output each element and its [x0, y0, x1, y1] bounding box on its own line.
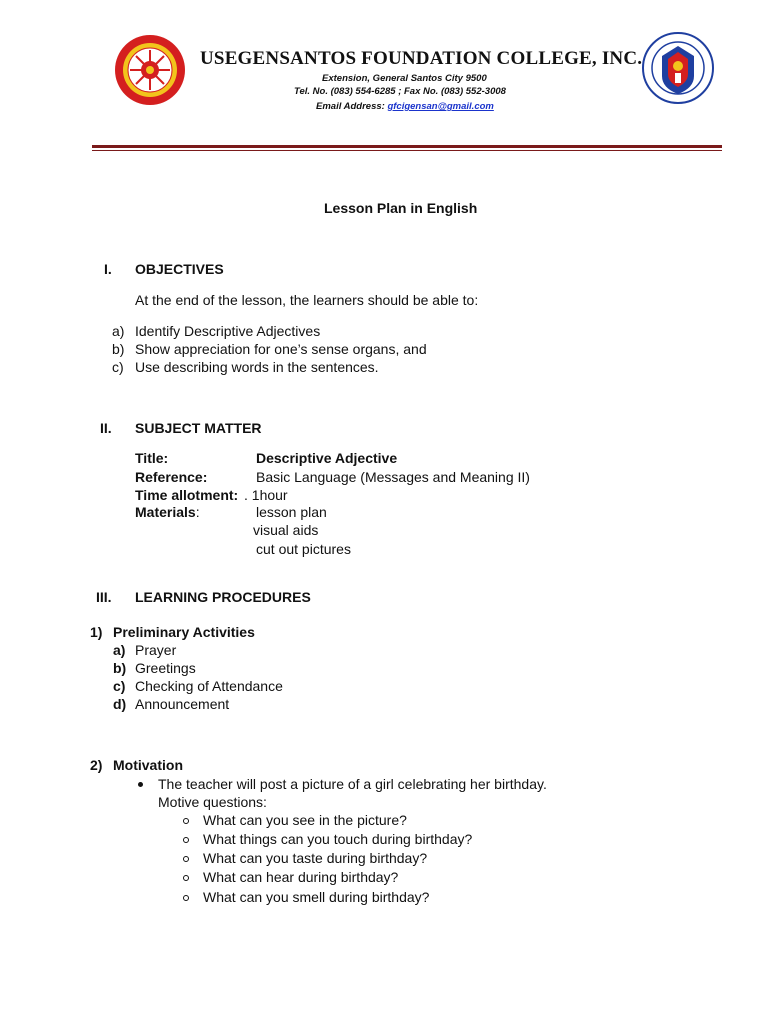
subsection-heading-preliminary: Preliminary Activities [113, 624, 255, 640]
list-marker: a) [112, 323, 125, 339]
objective-item: Show appreciation for one’s sense organs, and [135, 341, 427, 357]
material-item: lesson plan [256, 504, 327, 520]
preliminary-item: Announcement [135, 696, 230, 712]
preliminary-item: Checking of Attendance [135, 678, 283, 694]
list-marker: a) [113, 642, 126, 658]
objective-item: Use describing words in the sentences. [135, 359, 379, 375]
subsection-heading-motivation: Motivation [113, 757, 183, 773]
motive-question: What can you taste during birthday? [203, 850, 428, 866]
time-value: . 1hour [244, 487, 288, 503]
materials-label: Materials [135, 504, 196, 520]
motive-question: What things can you touch during birthday? [203, 831, 473, 847]
college-email-line [316, 101, 494, 112]
subsection-number: 2) [90, 757, 103, 773]
preliminary-item: Greetings [135, 660, 196, 676]
bullet-icon [138, 782, 143, 787]
preliminary-item: Prayer [135, 642, 177, 658]
ring-bullet-icon [183, 895, 189, 901]
email-link[interactable]: gfcigensan@gmail.com [387, 101, 494, 112]
list-marker: b) [112, 341, 125, 357]
ring-bullet-icon [183, 818, 189, 824]
section-heading-subject-matter: SUBJECT MATTER [135, 420, 262, 436]
college-contact: Tel. No. (083) 554-6285 ; Fax No. (083) 552-3008 [294, 86, 506, 97]
section-heading-objectives: OBJECTIVES [135, 261, 224, 277]
motivation-bullet: The teacher will post a picture of a girl celebrating her birthday. [158, 776, 547, 792]
materials-colon: : [195, 504, 200, 520]
objectives-intro: At the end of the lesson, the learners should be able to: [135, 292, 479, 308]
reference-value: Basic Language (Messages and Meaning II) [256, 469, 530, 485]
material-item: visual aids [253, 522, 319, 538]
list-marker: c) [113, 678, 126, 694]
ring-bullet-icon [183, 837, 189, 843]
deped-seal-icon [642, 32, 714, 104]
list-marker: d) [113, 696, 127, 712]
subsection-number: 1) [90, 624, 103, 640]
objective-item: Identify Descriptive Adjectives [135, 323, 321, 339]
motive-question: What can you smell during birthday? [203, 889, 430, 905]
section-numeral: II. [100, 420, 112, 436]
title-value: Descriptive Adjective [256, 450, 398, 466]
list-marker: c) [112, 359, 124, 375]
email-label: Email Address: [316, 101, 385, 112]
college-seal-icon [114, 34, 186, 106]
header-divider-thick [92, 145, 722, 148]
title-label: Title: [135, 450, 169, 466]
time-label: Time allotment: [135, 487, 239, 503]
section-numeral: I. [104, 261, 112, 277]
document-title: Lesson Plan in English [324, 200, 478, 216]
ring-bullet-icon [183, 875, 189, 881]
header-divider-thin [92, 150, 722, 151]
college-address: Extension, General Santos City 9500 [322, 73, 487, 84]
reference-label: Reference: [135, 469, 208, 485]
motive-question: What can you see in the picture? [203, 812, 407, 828]
ring-bullet-icon [183, 856, 189, 862]
college-name: USEGENSANTOS FOUNDATION COLLEGE, INC. [200, 48, 643, 69]
list-marker: b) [113, 660, 127, 676]
motive-question: What can hear during birthday? [203, 869, 399, 885]
material-item: cut out pictures [256, 541, 351, 557]
section-numeral: III. [96, 589, 112, 605]
motive-questions-label: Motive questions: [158, 794, 267, 810]
section-heading-learning-procedures: LEARNING PROCEDURES [135, 589, 311, 605]
materials-label-line [135, 504, 200, 520]
